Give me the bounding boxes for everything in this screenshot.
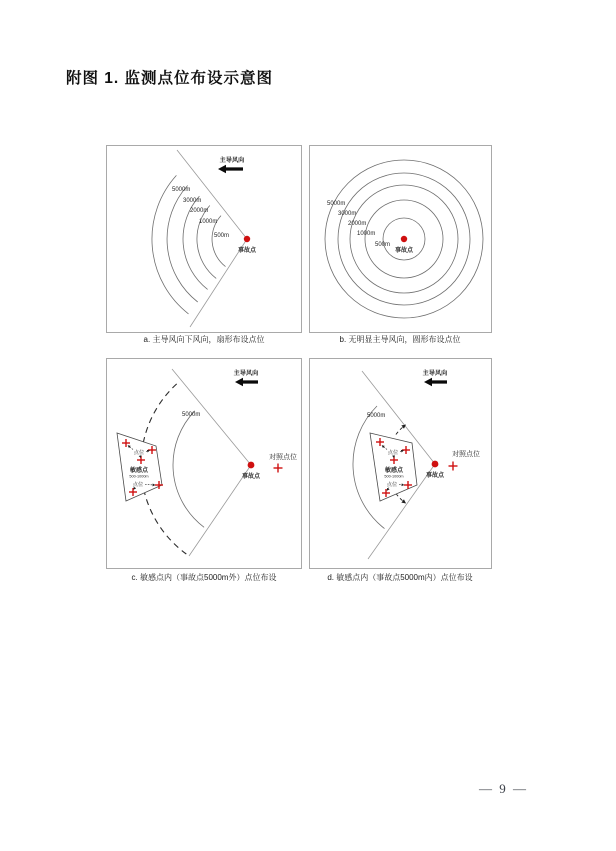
sensitive-point-label: 敏感点 [129, 468, 149, 474]
ring-label-500m: 500m [375, 242, 391, 248]
panel-a-figure [106, 145, 302, 333]
sensitive-distance-label: 500-1000m [384, 474, 404, 479]
ring-label-1000m: 1000m [357, 231, 376, 237]
panel-d-sensitive-inside [309, 358, 492, 569]
wind-direction-label: 主导风向 [219, 157, 245, 164]
control-point-label: 对照点位 [269, 454, 297, 461]
caption-d: d. 敏感点内（事故点5000m内）点位布设 [327, 573, 473, 582]
ring-label-500m: 500m [214, 233, 230, 239]
accident-point-marker [248, 462, 255, 469]
page-title: 附图 1. 监测点位布设示意图 [66, 70, 274, 87]
caption-c: c. 敏感点内（事故点5000m外）点位布设 [131, 573, 277, 582]
sensitive-distance-label: 500-1000m [129, 474, 149, 479]
panel-c-figure [106, 358, 302, 569]
sensitive-point-label: 敏感点 [384, 468, 404, 474]
caption-b: b. 无明显主导风向，圆形布设点位 [339, 335, 461, 344]
accident-point-label: 事故点 [425, 473, 445, 479]
panel-c-sensitive-outside [106, 358, 302, 569]
panel-a-fan-layout [106, 145, 302, 333]
accident-point-label: 事故点 [237, 248, 257, 254]
ring-label-5000m: 5000m [172, 187, 191, 193]
point-label-top: 点位 [133, 450, 145, 456]
ring-label-3000m: 3000m [338, 211, 357, 217]
wind-direction-label: 主导风向 [422, 370, 448, 377]
accident-point-marker [401, 236, 407, 242]
panel-b-figure [309, 145, 492, 333]
point-label-top: 点位 [387, 450, 399, 456]
panel-b-circle-layout [309, 145, 492, 333]
ring-label-2000m: 2000m [348, 221, 367, 227]
page-number: — 9 — [479, 781, 528, 796]
control-point-label: 对照点位 [452, 451, 480, 458]
ring-label-3000m: 3000m [183, 198, 202, 204]
radius-5000m-label: 5000m [367, 413, 386, 419]
radius-5000m-label: 5000m [182, 412, 201, 418]
accident-point-label: 事故点 [394, 248, 414, 254]
ring-label-5000m: 5000m [327, 201, 346, 207]
accident-point-marker [432, 461, 439, 468]
panel-a-border [107, 146, 302, 333]
panel-d-figure [309, 358, 492, 569]
accident-point-marker [244, 236, 250, 242]
panel-b-border [310, 146, 492, 333]
caption-a: a. 主导风向下风向，扇形布设点位 [143, 335, 265, 344]
accident-point-label: 事故点 [241, 474, 261, 480]
ring-label-2000m: 2000m [190, 208, 209, 214]
point-label-bottom: 点位 [386, 482, 398, 488]
wind-direction-label: 主导风向 [233, 370, 259, 377]
point-label-bottom: 点位 [132, 482, 144, 488]
ring-label-1000m: 1000m [199, 219, 218, 225]
